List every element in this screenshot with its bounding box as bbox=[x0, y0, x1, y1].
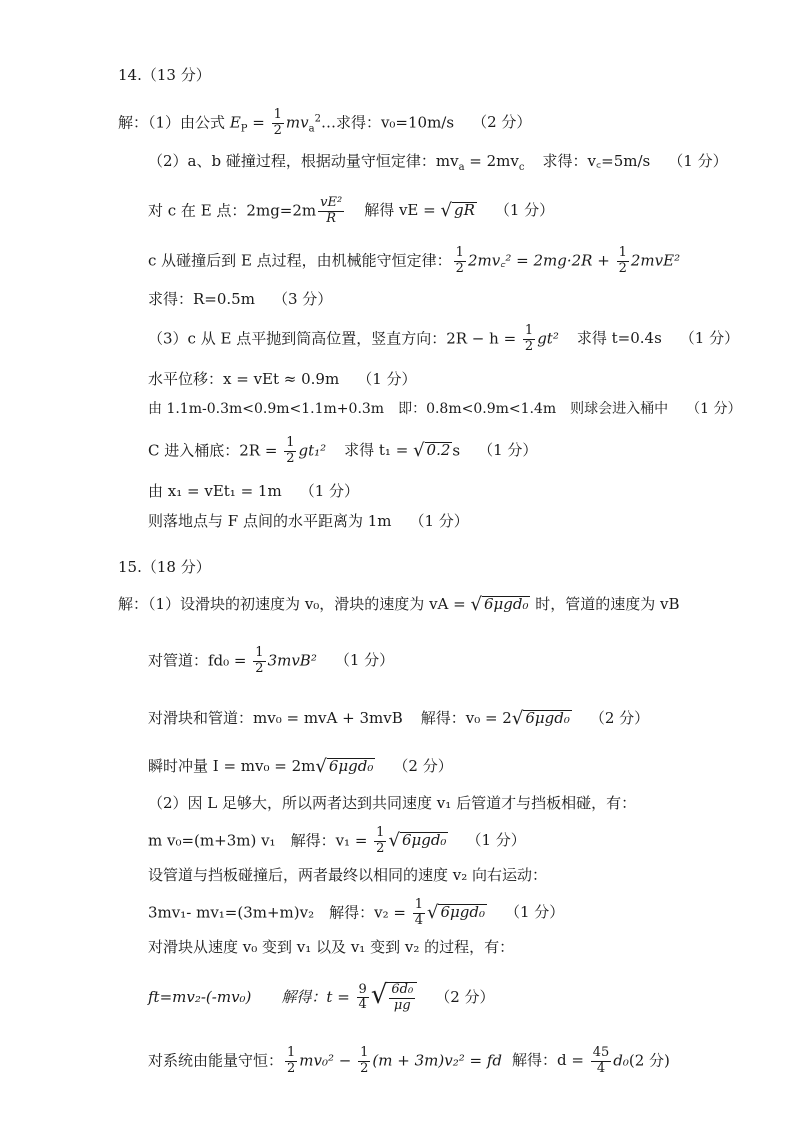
text: 6μgd₀ bbox=[328, 757, 374, 775]
text: 对 c 在 E 点：2mg=2m bbox=[148, 201, 317, 220]
q15-line-9 bbox=[148, 940, 514, 955]
q14-line-4 bbox=[148, 246, 680, 277]
fraction bbox=[284, 436, 296, 467]
score: （2 分） bbox=[393, 757, 453, 775]
text: 0.2 bbox=[426, 441, 451, 460]
score: （2 分） bbox=[435, 987, 495, 1006]
q14-line-2 bbox=[148, 154, 728, 173]
text: 3mv₁- mv₁=(3m+m)v₂ 解得：v₂ = bbox=[148, 903, 411, 922]
text: 2 bbox=[286, 450, 295, 466]
text: 6μgd₀ bbox=[483, 595, 529, 613]
score: （1 分） bbox=[668, 152, 728, 170]
text: 1 bbox=[286, 435, 295, 450]
text: 9 bbox=[358, 981, 367, 997]
text: （3）c 从 E 点平抛到筒高位置，竖直方向：2R − h = bbox=[148, 329, 521, 348]
text: （2）a、b 碰撞过程，根据动量守恒定律：mv bbox=[148, 152, 459, 170]
text: 解：（1）设滑块的初速度为 v₀，滑块的速度为 vA = bbox=[118, 595, 471, 613]
text: …求得：v₀=10m/s bbox=[320, 113, 455, 132]
fraction bbox=[374, 826, 386, 857]
text: vE² bbox=[320, 195, 343, 210]
text: 解得：d = bbox=[511, 1051, 589, 1070]
q15-line-8 bbox=[148, 898, 564, 929]
q14-header: 14.（13 分） bbox=[118, 66, 211, 84]
text: 45 bbox=[592, 1045, 610, 1060]
q14-line-5 bbox=[148, 292, 332, 307]
text: 2 bbox=[273, 122, 282, 138]
text: 2 bbox=[455, 260, 464, 276]
text: 2 bbox=[287, 1060, 296, 1076]
text: 4 bbox=[596, 1060, 606, 1076]
text: 解得：v₀ = 2 bbox=[420, 709, 512, 727]
text: 1 bbox=[455, 245, 464, 260]
text: 6d₀ bbox=[391, 982, 414, 997]
score: (2 分) bbox=[628, 1051, 670, 1070]
square-root: √ 6μgd₀ bbox=[511, 708, 570, 729]
q15-line-2 bbox=[148, 646, 394, 677]
square-root: √ 6μgd₀ bbox=[427, 902, 485, 924]
q14-line-1 bbox=[118, 108, 531, 139]
text: gt² bbox=[537, 329, 559, 348]
fraction bbox=[358, 1046, 370, 1077]
text: c 从碰撞后到 E 点过程，由机械能守恒定律： bbox=[148, 251, 452, 270]
fraction bbox=[591, 1046, 612, 1077]
square-root: √ 6μgd₀ bbox=[388, 830, 447, 852]
q14-line-9 bbox=[148, 436, 537, 467]
q15-line-5 bbox=[148, 796, 636, 811]
text: 1 bbox=[414, 897, 423, 912]
q15-line-11 bbox=[148, 1046, 670, 1077]
text: a bbox=[308, 123, 315, 135]
text: 求得：R=0.5m bbox=[148, 290, 255, 308]
text: 2 bbox=[314, 113, 321, 125]
fraction bbox=[387, 982, 417, 1014]
text: 对滑块和管道：mv₀ = mvA + 3mvB bbox=[148, 709, 403, 727]
text: 设管道与挡板碰撞后，两者最终以相同的速度 v₂ 向右运动： bbox=[148, 866, 548, 884]
text: 求得 t₁ = bbox=[344, 441, 414, 460]
text: 解：（1）由公式 bbox=[118, 113, 230, 132]
text: 1 bbox=[360, 1045, 369, 1060]
text: 由 1.1m-0.3m<0.9m<1.1m+0.3m 即：0.8m<0.9m<1.4m 则球会进入桶中 bbox=[148, 401, 669, 417]
text: 4 bbox=[414, 912, 423, 928]
score: （1 分） bbox=[679, 329, 740, 348]
text: ft=mv₂-(-mv₀) 解得：t = bbox=[148, 987, 355, 1006]
text: 2 bbox=[618, 260, 627, 276]
square-root: √ 6μgd₀ bbox=[315, 756, 374, 777]
text: d₀ bbox=[613, 1051, 629, 1070]
fraction bbox=[523, 324, 535, 355]
score: （3 分） bbox=[272, 290, 333, 308]
text: 2 bbox=[376, 840, 385, 856]
fraction bbox=[285, 1046, 297, 1077]
score: （2 分） bbox=[472, 113, 532, 132]
text: 6μgd₀ bbox=[525, 709, 570, 727]
fraction bbox=[413, 898, 425, 929]
q14-line-11 bbox=[148, 514, 469, 529]
text: 2 bbox=[524, 338, 534, 354]
score: （1 分） bbox=[334, 651, 395, 670]
q15-line-10 bbox=[148, 982, 495, 1014]
text: mv₀² − bbox=[299, 1051, 357, 1070]
q15-line-4 bbox=[148, 758, 453, 776]
fraction bbox=[272, 108, 284, 139]
text: 1 bbox=[524, 323, 534, 338]
text: c bbox=[518, 162, 525, 173]
score: （1 分） bbox=[494, 201, 555, 220]
text: 4 bbox=[358, 997, 367, 1013]
text: 对滑块从速度 v₀ 变到 v₁ 以及 v₁ 变到 v₂ 的过程，有： bbox=[148, 938, 515, 956]
text: = 2mv bbox=[464, 152, 519, 170]
q15-line-7 bbox=[148, 868, 547, 883]
fraction bbox=[617, 246, 629, 277]
q14-line-10 bbox=[148, 484, 359, 499]
text: 1 bbox=[255, 645, 264, 660]
text: (m + 3m)v₂² = fd bbox=[372, 1051, 502, 1070]
text: 2mv꜀² = 2mg·2R + bbox=[467, 251, 615, 270]
q15-header: 15.（18 分） bbox=[118, 558, 211, 576]
text: 1 bbox=[618, 245, 627, 260]
fraction bbox=[318, 196, 344, 227]
text: 水平位移：x = vEt ≈ 0.9m bbox=[148, 370, 340, 388]
text: 求得：v꜀=5m/s bbox=[542, 152, 651, 170]
score: （1 分） bbox=[505, 903, 565, 922]
q15-line-6 bbox=[148, 826, 526, 857]
fraction bbox=[454, 246, 466, 277]
fraction bbox=[357, 983, 369, 1014]
text: 瞬时冲量 I = mv₀ = 2m bbox=[148, 757, 316, 775]
q14-line-6 bbox=[148, 324, 739, 355]
fraction bbox=[253, 646, 265, 677]
text: 2 bbox=[255, 660, 264, 676]
text: 2mvE² bbox=[630, 251, 681, 270]
score: （1 分） bbox=[686, 401, 742, 417]
score: （1 分） bbox=[466, 831, 526, 850]
text: = bbox=[247, 113, 270, 132]
score: （1 分） bbox=[357, 370, 417, 388]
text: 1 bbox=[273, 107, 282, 122]
text: E bbox=[229, 113, 241, 132]
score: （1 分） bbox=[409, 512, 469, 530]
score: （2 分） bbox=[589, 709, 650, 727]
text: 时，管道的速度为 vB bbox=[530, 595, 680, 613]
text: 解得 vE = bbox=[364, 201, 441, 220]
q15-line-3 bbox=[148, 710, 649, 728]
text: mv bbox=[285, 113, 309, 132]
text: gt₁² bbox=[298, 441, 327, 460]
text: 2 bbox=[360, 1060, 369, 1076]
text: m v₀=(m+3m) v₁ 解得：v₁ = bbox=[148, 831, 373, 850]
q15-line-1 bbox=[118, 596, 680, 614]
text: μg bbox=[393, 997, 411, 1013]
text: 1 bbox=[287, 1045, 296, 1060]
text: （2）因 L 足够大，所以两者达到共同速度 v₁ 后管道才与挡板相碰，有： bbox=[148, 794, 637, 812]
text: a bbox=[458, 162, 465, 173]
score: （1 分） bbox=[478, 441, 538, 460]
text: 6μgd₀ bbox=[401, 831, 447, 850]
text: 1 bbox=[376, 825, 385, 840]
text: 对管道：fd₀ = bbox=[148, 651, 252, 670]
text: 3mvB² bbox=[267, 651, 317, 670]
square-root: √ 0.2 bbox=[413, 440, 451, 462]
square-root: √ 6μgd₀ bbox=[470, 594, 529, 615]
text: 求得 t=0.4s bbox=[576, 329, 662, 348]
text: 6μgd₀ bbox=[440, 903, 485, 922]
q14-line-3 bbox=[148, 196, 554, 227]
text: 由 x₁ = vEt₁ = 1m bbox=[148, 482, 282, 500]
q14-line-8 bbox=[148, 402, 742, 416]
text: 对系统由能量守恒： bbox=[148, 1051, 284, 1070]
text: 则落地点与 F 点间的水平距离为 1m bbox=[148, 512, 392, 530]
text: gR bbox=[453, 201, 475, 220]
text: C 进入桶底：2R = bbox=[148, 441, 283, 460]
square-root: √ $\frac{\text{6d₀}}{\mu g}$ bbox=[371, 982, 417, 1014]
text: P bbox=[240, 123, 248, 135]
text: R bbox=[326, 210, 337, 226]
square-root: √ gR bbox=[440, 200, 475, 222]
q14-line-7 bbox=[148, 372, 417, 387]
score: （1 分） bbox=[299, 482, 359, 500]
text: s bbox=[452, 441, 461, 460]
